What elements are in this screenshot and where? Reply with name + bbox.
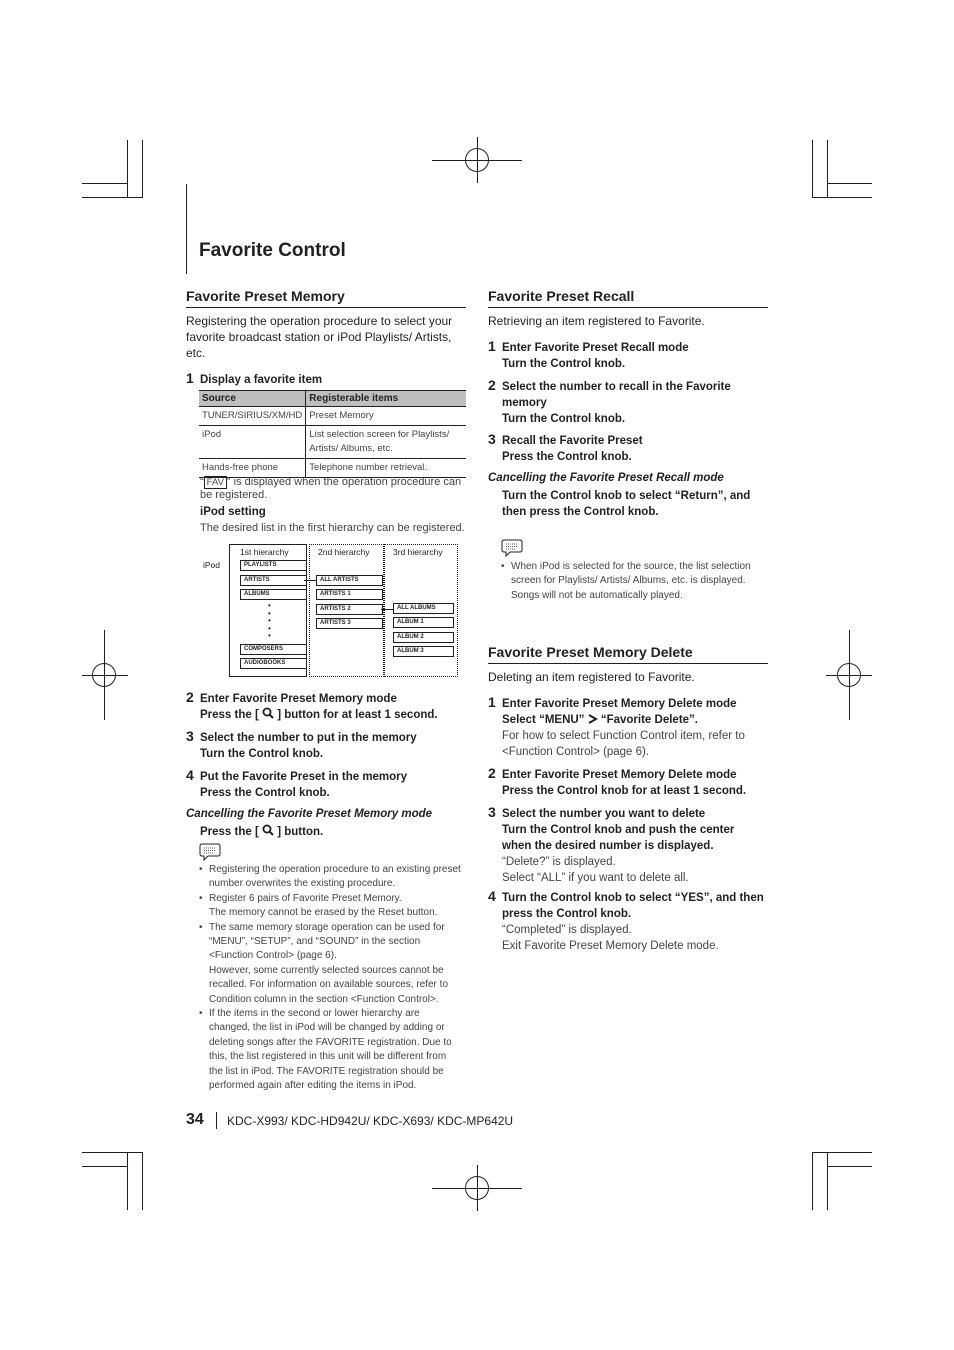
list-item: ARTISTS: [240, 575, 307, 586]
hierarchy-label-2: 2nd hierarchy: [318, 547, 370, 557]
list-item: COMPOSERS: [240, 644, 307, 655]
list-item: • Registering the operation procedure to an existing preset number overwrites the existing procedure.: [209, 863, 461, 892]
list-item: • The same memory storage operation can be used for “MENU”, “SETUP”, and “SOUND” in the section <Function Control> (page 6). However, some currently selected sources cannot be recalled. For information on available sources, refer to Condition column in the section <Function Control>.: [209, 921, 461, 1007]
recall-step-3: 3 Recall the Favorite Preset Press the Control knob.: [488, 431, 643, 463]
footer-divider: [216, 1112, 217, 1129]
list-item: PLAYLISTS: [240, 560, 307, 571]
delete-step-2: 2 Enter Favorite Preset Memory Delete mode Press the Control knob for at least 1 second.: [488, 765, 747, 797]
list-item: ALBUMS: [240, 589, 307, 600]
table-row: Hands-free phone Telephone number retrieval.: [199, 459, 466, 478]
table-header: Source: [199, 391, 306, 407]
list-item: ALBUM 1: [393, 617, 454, 628]
memory-cancel-title: Cancelling the Favorite Preset Memory mode: [186, 808, 433, 820]
memory-step-3: 3 Select the number to put in the memory Turn the Control knob.: [186, 728, 417, 760]
delete-rule: [488, 663, 768, 664]
list-item: ARTISTS 2: [316, 604, 383, 615]
memory-step-1: 1 Display a favorite item: [186, 370, 323, 386]
delete-step-1: 1 Enter Favorite Preset Memory Delete mode Select “MENU” “Favorite Delete”. For how to select Function Control item, refer to <Function Control> (page 6).: [488, 694, 745, 758]
recall-rule: [488, 307, 768, 308]
list-item: ALBUM 3: [393, 646, 454, 657]
search-icon: [262, 824, 274, 836]
recall-cancel-title: Cancelling the Favorite Preset Recall mode: [488, 472, 724, 484]
delete-step-3: 3 Select the number you want to delete Turn the Control knob and push the center when the desired number is displayed. “Delete?” is displayed. Select “ALL” if you want to delete all.: [488, 804, 735, 884]
diagram-source-label: iPod: [203, 560, 221, 570]
search-icon: [262, 707, 274, 719]
memory-step-4: 4 Put the Favorite Preset in the memory Press the Control knob.: [186, 767, 408, 799]
delete-step-4: 4 Turn the Control knob to select “YES”, and then press the Control knob. “Completed” is displayed. Exit Favorite Preset Memory Delete mode.: [488, 888, 764, 952]
list-item: ARTISTS 1: [316, 589, 383, 600]
list-item: ALL ALBUMS: [393, 603, 454, 614]
memory-cancel-text: Press the [ ] button.: [200, 826, 324, 838]
hierarchy-label-1: 1st hierarchy: [240, 547, 289, 557]
ipod-setting-title: iPod setting: [200, 506, 266, 518]
list-item: • When iPod is selected for the source, the list selection screen for Playlists/ Artists/ Albums, etc. is displayed. Songs will not be automatically played.: [511, 560, 757, 603]
note-icon: [501, 538, 523, 558]
registerable-table: [199, 390, 466, 478]
arrow-right-icon: [588, 714, 598, 724]
recall-step-2: 2 Select the number to recall in the Favorite memory Turn the Control knob.: [488, 377, 731, 425]
table-row: TUNER/SIRIUS/XM/HD Preset Memory: [199, 407, 466, 426]
memory-intro: Registering the operation procedure to select your favorite broadcast station or iPod Playlists/ Artists, etc.: [186, 314, 453, 360]
recall-heading: Favorite Preset Recall: [488, 288, 635, 304]
table-header: Registerable items: [306, 391, 466, 407]
fav-note: “ FAV ” is displayed when the operation procedure can be registered.: [200, 476, 462, 501]
list-item: ALL ARTISTS: [316, 575, 383, 586]
page-number: 34: [186, 1111, 204, 1128]
fav-badge: FAV: [204, 476, 227, 489]
recall-notes: [501, 560, 757, 603]
memory-step-2: 2 Enter Favorite Preset Memory mode Press the [ ] button for at least 1 second.: [186, 689, 438, 721]
ellipsis-dots: • • • • •: [268, 601, 271, 640]
memory-rule: [186, 307, 466, 308]
memory-heading: Favorite Preset Memory: [186, 288, 345, 304]
recall-cancel-text: Turn the Control knob to select “Return”, and then press the Control knob.: [502, 490, 751, 518]
ipod-setting-text: The desired list in the first hierarchy can be registered.: [200, 522, 465, 534]
list-item: • If the items in the second or lower hierarchy are changed, the list in iPod will be changed by adding or deleting songs after the FAVORITE registration. Due to this, the list registered in this unit will be different from the list in iPod. The FAVORITE registration should be performed again after editing the items in iPod.: [209, 1007, 461, 1093]
list-item: ALBUM 2: [393, 632, 454, 643]
model-list: KDC-X993/ KDC-HD942U/ KDC-X693/ KDC-MP642U: [227, 1114, 514, 1128]
recall-intro: Retrieving an item registered to Favorite.: [488, 314, 705, 328]
hierarchy-label-3: 3rd hierarchy: [393, 547, 443, 557]
list-item: • Register 6 pairs of Favorite Preset Memory. The memory cannot be erased by the Reset button.: [209, 892, 461, 921]
recall-step-1: 1 Enter Favorite Preset Recall mode Turn the Control knob.: [488, 338, 689, 370]
delete-heading: Favorite Preset Memory Delete: [488, 644, 693, 660]
delete-intro: Deleting an item registered to Favorite.: [488, 670, 695, 684]
page-title: Favorite Control: [199, 240, 346, 261]
memory-notes: [199, 863, 461, 1094]
list-item: AUDIOBOOKS: [240, 658, 307, 669]
note-icon: [199, 842, 221, 862]
table-row: iPod List selection screen for Playlists/ Artists/ Albums, etc.: [199, 426, 466, 459]
list-item: ARTISTS 3: [316, 618, 383, 629]
